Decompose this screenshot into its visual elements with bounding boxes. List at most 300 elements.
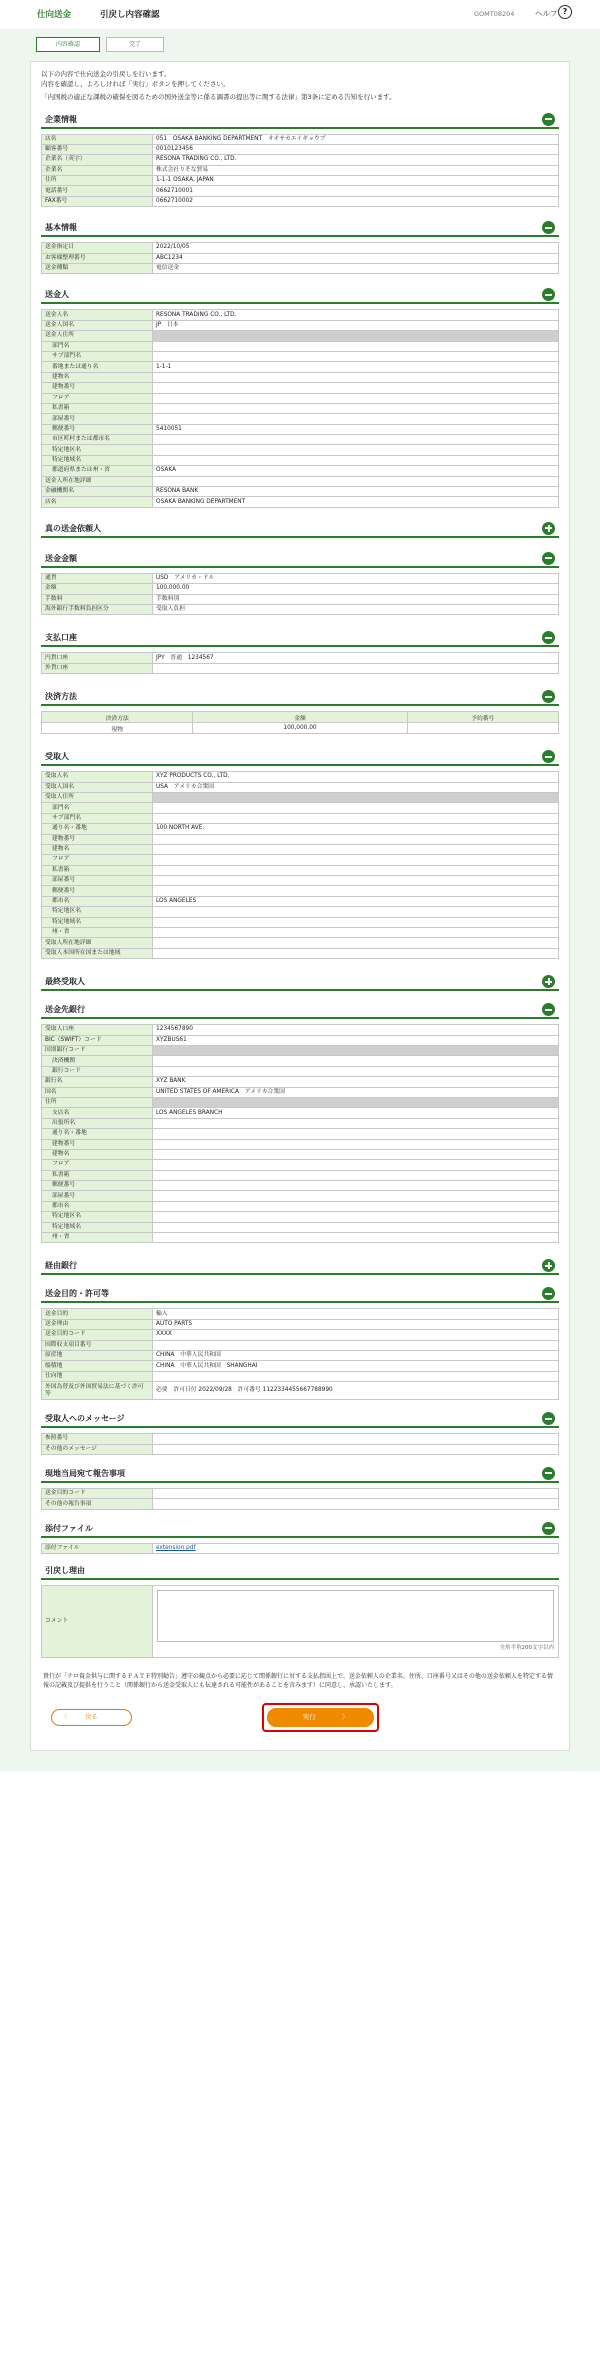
table-row xyxy=(42,383,559,393)
section-header[interactable] xyxy=(41,1410,559,1428)
field-value xyxy=(153,341,559,351)
field-value xyxy=(153,844,559,854)
table-row xyxy=(42,1361,559,1371)
button-row xyxy=(41,1700,559,1740)
field-value: RESONA BANK xyxy=(153,487,559,497)
section-report xyxy=(41,1465,559,1510)
step-indicator xyxy=(36,37,570,53)
attachment-link[interactable]: extension.pdf xyxy=(156,1544,196,1551)
field-value xyxy=(153,1045,559,1055)
screen-id: GOMT08204 xyxy=(474,10,515,18)
table-row xyxy=(42,243,559,253)
table-row xyxy=(42,1129,559,1139)
section-basic xyxy=(41,219,559,274)
field-label: 部屋番号 xyxy=(42,1191,153,1201)
table-row xyxy=(42,176,559,186)
field-label: 建物名 xyxy=(42,372,153,382)
field-value: OSAKA xyxy=(153,466,559,476)
field-label: フロア xyxy=(42,1160,153,1170)
field-label: 支店名 xyxy=(42,1108,153,1118)
collapse-icon[interactable] xyxy=(542,750,555,763)
field-label: FAX番号 xyxy=(42,196,153,206)
field-label: サブ部門名 xyxy=(42,813,153,823)
section-header[interactable] xyxy=(41,1001,559,1019)
field-label: 銀行コード xyxy=(42,1066,153,1076)
field-value: 100 NORTH AVE. xyxy=(153,824,559,834)
table-row xyxy=(42,1499,559,1509)
field-value: JPY 普通 1234567 xyxy=(153,653,559,663)
field-value xyxy=(153,792,559,802)
field-value: JP 日本 xyxy=(153,320,559,330)
table-row xyxy=(42,865,559,875)
table-row xyxy=(42,403,559,413)
field-label: 海外銀行手数料負担区分 xyxy=(42,605,153,615)
section-header[interactable] xyxy=(41,1520,559,1538)
comment-limit: 全角半角200文字以内 xyxy=(499,1645,554,1652)
section-header[interactable] xyxy=(41,550,559,568)
field-label: 私書箱 xyxy=(42,865,153,875)
table-row xyxy=(42,886,559,896)
expand-icon[interactable] xyxy=(542,1259,555,1272)
company-table xyxy=(41,134,559,208)
field-value: 1234567890 xyxy=(153,1025,559,1035)
intro-line: 以下の内容で仕向送金の引戻しを行います。 xyxy=(41,70,171,78)
field-label: 店名 xyxy=(42,497,153,507)
field-value xyxy=(153,1434,559,1444)
field-label: 原産地 xyxy=(42,1350,153,1360)
field-value: XYZ BANK xyxy=(153,1077,559,1087)
field-value xyxy=(153,813,559,823)
table-row xyxy=(42,155,559,165)
collapse-icon[interactable] xyxy=(542,221,555,234)
field-label: 送金目的コード xyxy=(42,1488,153,1498)
field-label: 企業名（英字） xyxy=(42,155,153,165)
field-value xyxy=(153,803,559,813)
table-row xyxy=(42,792,559,802)
intro-text xyxy=(41,70,559,103)
execute-button[interactable] xyxy=(267,1708,374,1727)
field-value xyxy=(153,403,559,413)
table-row xyxy=(42,165,559,175)
table-row xyxy=(42,264,559,274)
field-value xyxy=(153,1149,559,1159)
table-row xyxy=(42,414,559,424)
bank-table xyxy=(41,1024,559,1243)
field-label: 州・省 xyxy=(42,1233,153,1243)
field-value: 株式会社りそな貿易 xyxy=(153,165,559,175)
section-bank xyxy=(41,1001,559,1243)
field-value: LOS ANGELES BRANCH xyxy=(153,1108,559,1118)
table-row xyxy=(42,803,559,813)
expand-icon[interactable] xyxy=(542,522,555,535)
field-label: 決済機関 xyxy=(42,1056,153,1066)
field-value: LOS ANGELES xyxy=(153,896,559,906)
section-header[interactable] xyxy=(41,973,559,991)
column-header: 予約番号 xyxy=(407,712,558,723)
field-label: お客様整理番号 xyxy=(42,253,153,263)
section-header[interactable] xyxy=(41,748,559,766)
table-row xyxy=(42,445,559,455)
field-label: 建物番号 xyxy=(42,383,153,393)
table-row xyxy=(42,938,559,948)
field-value xyxy=(153,331,559,341)
help-icon[interactable]: ? xyxy=(558,5,572,19)
comment-textarea[interactable] xyxy=(157,1590,554,1642)
table-row xyxy=(42,1222,559,1232)
field-value: AUTO PARTS xyxy=(153,1319,559,1329)
field-value xyxy=(153,1201,559,1211)
field-label: 船積地 xyxy=(42,1361,153,1371)
field-label: 添付ファイル xyxy=(42,1543,153,1553)
section-intermediary xyxy=(41,1257,559,1275)
field-label: 外国為替及び外国貿易法に基づく許可等 xyxy=(42,1382,153,1400)
field-value: USA アメリカ合衆国 xyxy=(153,782,559,792)
field-value: 1-1-1 xyxy=(153,362,559,372)
field-label: 受取人所在地詳細 xyxy=(42,938,153,948)
field-label: 通り名・番地 xyxy=(42,1129,153,1139)
field-label: 企業名 xyxy=(42,165,153,175)
chevron-left-icon: 〈 xyxy=(61,1714,68,1722)
field-value xyxy=(153,1170,559,1180)
field-value xyxy=(153,1371,559,1381)
collapse-icon[interactable] xyxy=(542,1412,555,1425)
field-label: 金融機関名 xyxy=(42,487,153,497)
collapse-icon[interactable] xyxy=(542,1467,555,1480)
field-value: XYZ PRODUCTS CO., LTD. xyxy=(153,772,559,782)
field-label: 郵便番号 xyxy=(42,1181,153,1191)
field-value xyxy=(153,1066,559,1076)
section-reason xyxy=(41,1562,559,1658)
section-header[interactable] xyxy=(41,111,559,129)
top-bar xyxy=(0,0,600,29)
table-row xyxy=(42,1488,559,1498)
amount-table xyxy=(41,573,559,616)
table-row xyxy=(42,594,559,604)
field-value xyxy=(153,393,559,403)
field-label: 部門名 xyxy=(42,341,153,351)
section-title: 受取人 xyxy=(45,752,69,762)
table-row xyxy=(42,1181,559,1191)
field-label: 顧客番号 xyxy=(42,144,153,154)
table-row xyxy=(42,1025,559,1035)
field-label: 銀行名 xyxy=(42,1077,153,1087)
table-row xyxy=(42,1108,559,1118)
table-row xyxy=(42,1097,559,1107)
beneficiary-table xyxy=(41,771,559,959)
comment-label: コメント xyxy=(42,1586,153,1658)
field-label: 都市名 xyxy=(42,896,153,906)
field-label: フロア xyxy=(42,855,153,865)
field-label: 部屋番号 xyxy=(42,414,153,424)
field-value xyxy=(153,414,559,424)
section-header[interactable] xyxy=(41,1257,559,1275)
table-row xyxy=(42,196,559,206)
column-header: 決済方法 xyxy=(42,712,193,723)
field-label: 特定地区名 xyxy=(42,445,153,455)
field-label: 建物番号 xyxy=(42,834,153,844)
field-value xyxy=(153,1118,559,1128)
field-label: 部門名 xyxy=(42,803,153,813)
section-header[interactable] xyxy=(41,219,559,237)
field-label: サブ部門名 xyxy=(42,351,153,361)
field-value xyxy=(153,351,559,361)
collapse-icon[interactable] xyxy=(542,1522,555,1535)
field-value: 1-1-1 OSAKA, JAPAN xyxy=(153,176,559,186)
field-value: CHINA 中華人民共和国 SHANGHAI xyxy=(153,1361,559,1371)
collapse-icon[interactable] xyxy=(542,690,555,703)
table-row xyxy=(42,1319,559,1329)
field-value xyxy=(153,445,559,455)
field-value xyxy=(153,948,559,958)
table-row xyxy=(42,917,559,927)
table-row xyxy=(42,435,559,445)
section-message xyxy=(41,1410,559,1455)
field-value: OSAKA BANKING DEPARTMENT xyxy=(153,497,559,507)
message-table xyxy=(41,1433,559,1455)
field-value xyxy=(153,383,559,393)
sender-table xyxy=(41,309,559,507)
field-value: 2022/10/05 xyxy=(153,243,559,253)
table-row xyxy=(42,1309,559,1319)
step-confirm: 内容確認 xyxy=(36,37,100,52)
table-row xyxy=(42,487,559,497)
section-true-requester xyxy=(41,520,559,538)
section-header[interactable] xyxy=(41,629,559,647)
section-header[interactable] xyxy=(41,1285,559,1303)
field-value xyxy=(153,1181,559,1191)
table-row xyxy=(42,1350,559,1360)
field-label: 部屋番号 xyxy=(42,876,153,886)
field-label: 通り名・番地 xyxy=(42,824,153,834)
table-cell xyxy=(407,723,558,734)
table-row xyxy=(42,497,559,507)
field-label: フロア xyxy=(42,393,153,403)
table-row xyxy=(42,1191,559,1201)
section-title: 引戻し理由 xyxy=(45,1566,85,1576)
field-label: 市区町村または都市名 xyxy=(42,435,153,445)
field-label: 送金種類 xyxy=(42,264,153,274)
table-row xyxy=(42,341,559,351)
field-value xyxy=(153,1056,559,1066)
section-header[interactable] xyxy=(41,688,559,706)
field-value xyxy=(153,834,559,844)
section-title: 真の送金依頼人 xyxy=(45,523,101,533)
table-row xyxy=(42,393,559,403)
field-label: 郵便番号 xyxy=(42,424,153,434)
attachment-table xyxy=(41,1543,559,1554)
field-label: 特定地区名 xyxy=(42,1212,153,1222)
section-header[interactable] xyxy=(41,1465,559,1483)
field-label: 出張所名 xyxy=(42,1118,153,1128)
section-title: 送金金額 xyxy=(45,553,77,563)
field-label: 州・省 xyxy=(42,928,153,938)
table-row xyxy=(42,424,559,434)
step-complete: 完了 xyxy=(106,37,164,52)
table-row xyxy=(42,855,559,865)
field-label: 私書箱 xyxy=(42,403,153,413)
field-value xyxy=(153,917,559,927)
table-row xyxy=(42,584,559,594)
field-label: 送金人国名 xyxy=(42,320,153,330)
table-row xyxy=(42,1045,559,1055)
table-row xyxy=(42,1077,559,1087)
purpose-table xyxy=(41,1308,559,1400)
field-label: 送金人所在地詳細 xyxy=(42,476,153,486)
sections-container xyxy=(41,111,559,1659)
field-value: 5410051 xyxy=(153,424,559,434)
section-title: 送金人 xyxy=(45,290,69,300)
section-final-beneficiary xyxy=(41,973,559,991)
field-value: CHINA 中華人民共和国 xyxy=(153,1350,559,1360)
back-button[interactable] xyxy=(51,1709,132,1726)
field-label: 受取人口座 xyxy=(42,1025,153,1035)
field-value xyxy=(153,1543,559,1553)
field-label: 都市名 xyxy=(42,1201,153,1211)
field-label: 国名 xyxy=(42,1087,153,1097)
table-cell: 100,000.00 xyxy=(193,723,407,734)
section-header[interactable] xyxy=(41,1562,559,1580)
field-label: 建物名 xyxy=(42,844,153,854)
field-value: ABC1234 xyxy=(153,253,559,263)
field-value: RESONA TRADING CO., LTD. xyxy=(153,310,559,320)
execute-label: 実行 xyxy=(302,1713,316,1722)
table-row xyxy=(42,1233,559,1243)
table-row xyxy=(42,834,559,844)
field-value xyxy=(153,1097,559,1107)
help-link[interactable]: ヘルプ xyxy=(535,9,558,18)
section-title: 決済方法 xyxy=(45,692,77,702)
field-value xyxy=(153,886,559,896)
section-amount xyxy=(41,550,559,616)
field-value: UNITED STATES OF AMERICA アメリカ合衆国 xyxy=(153,1087,559,1097)
section-attachment xyxy=(41,1520,559,1554)
section-title: 経由銀行 xyxy=(45,1261,77,1271)
field-label: 国際収支項目番号 xyxy=(42,1340,153,1350)
field-label: 建物名 xyxy=(42,1149,153,1159)
field-value xyxy=(153,1499,559,1509)
table-row xyxy=(42,1139,559,1149)
intro-line: 「内国税の適正な課税の確保を図るための国外送金等に係る調書の提出等に関する法律」第3条に定める告知を行います。 xyxy=(41,93,396,101)
category-label: 仕向送金 xyxy=(37,10,72,20)
field-label: BIC（SWIFT）コード xyxy=(42,1035,153,1045)
expand-icon[interactable] xyxy=(542,975,555,988)
field-value: 電信送金 xyxy=(153,264,559,274)
field-label: 送金人住所 xyxy=(42,331,153,341)
section-title: 現地当局宛て報告事項 xyxy=(45,1468,125,1478)
field-label: 送金指定日 xyxy=(42,243,153,253)
table-row xyxy=(42,782,559,792)
field-value xyxy=(153,876,559,886)
section-title: 基本情報 xyxy=(45,223,77,233)
field-value xyxy=(153,1233,559,1243)
report-table xyxy=(41,1488,559,1510)
table-row xyxy=(42,476,559,486)
page-title: 引戻し内容確認 xyxy=(100,10,160,20)
field-value xyxy=(153,928,559,938)
content-card xyxy=(30,61,570,1751)
field-label: 都道府県または州・省 xyxy=(42,466,153,476)
table-row xyxy=(42,1382,559,1400)
section-company xyxy=(41,111,559,208)
field-label: 住所 xyxy=(42,176,153,186)
field-label: 国別銀行コード xyxy=(42,1045,153,1055)
field-value: USD アメリカ・ドル xyxy=(153,573,559,583)
table-row xyxy=(42,772,559,782)
collapse-icon[interactable] xyxy=(542,1287,555,1300)
back-label: 戻る xyxy=(85,1714,98,1722)
field-label: 外貨口座 xyxy=(42,663,153,673)
field-label: 金額 xyxy=(42,584,153,594)
field-value: 輸入 xyxy=(153,1309,559,1319)
table-row xyxy=(42,362,559,372)
section-header[interactable] xyxy=(41,286,559,304)
field-label: 手数料 xyxy=(42,594,153,604)
collapse-icon[interactable] xyxy=(542,552,555,565)
table-row xyxy=(42,1434,559,1444)
field-label: 仕向地 xyxy=(42,1371,153,1381)
section-title: 添付ファイル xyxy=(45,1523,93,1533)
comment-cell xyxy=(153,1586,559,1658)
table-row xyxy=(42,1118,559,1128)
field-value xyxy=(153,663,559,673)
collapse-icon[interactable] xyxy=(542,288,555,301)
intro-line: 内容を確認し、よろしければ「実行」ボタンを押してください。 xyxy=(41,79,230,88)
section-title: 支払口座 xyxy=(45,633,77,643)
table-row xyxy=(42,844,559,854)
collapse-icon[interactable] xyxy=(542,631,555,644)
settlement-table xyxy=(41,711,559,734)
column-header: 金額 xyxy=(193,712,407,723)
field-label: 特定地域名 xyxy=(42,917,153,927)
field-value: 手数料別 xyxy=(153,594,559,604)
field-label: 通貨 xyxy=(42,573,153,583)
fatf-notice: 貴行が「テロ資金供与に関するＦＡＴＦ特別勧告」遵守の観点から必要に応じて関係銀行に対する支払指図上で、送金依頼人の企業名、住所、口座番号又はその他の送金依頼人を特定する情報の記載及び提供を行うこと（関係銀行から送金受取人にも伝達される可能性があることを含みます）に同意し、承認いたします。 xyxy=(43,1673,553,1690)
field-value xyxy=(153,1139,559,1149)
field-value xyxy=(153,1191,559,1201)
section-title: 企業情報 xyxy=(45,114,77,124)
table-row xyxy=(42,1056,559,1066)
collapse-icon[interactable] xyxy=(542,1003,555,1016)
table-row xyxy=(42,573,559,583)
table-row xyxy=(42,1035,559,1045)
field-value: 100,000.00 xyxy=(153,584,559,594)
table-row xyxy=(42,1543,559,1553)
table-row xyxy=(42,653,559,663)
section-sender xyxy=(41,286,559,507)
field-value: 受取人負担 xyxy=(153,605,559,615)
table-cell: 現物 xyxy=(42,723,193,734)
table-row xyxy=(42,331,559,341)
table-row xyxy=(42,928,559,938)
table-row xyxy=(42,813,559,823)
section-title: 最終受取人 xyxy=(45,977,85,987)
field-label: 送金人名 xyxy=(42,310,153,320)
field-value: 051 OSAKA BANKING DEPARTMENT オオサカエイギョウブ xyxy=(153,134,559,144)
field-value xyxy=(153,865,559,875)
section-title: 送金目的・許可等 xyxy=(45,1289,109,1299)
field-value: XYZBUS61 xyxy=(153,1035,559,1045)
table-row xyxy=(42,455,559,465)
table-row xyxy=(42,1371,559,1381)
table-row xyxy=(42,1201,559,1211)
section-header[interactable] xyxy=(41,520,559,538)
field-value xyxy=(153,1212,559,1222)
field-label: 私書箱 xyxy=(42,1170,153,1180)
field-label: 特定地域名 xyxy=(42,455,153,465)
section-title: 受取人へのメッセージ xyxy=(45,1414,125,1424)
field-value xyxy=(153,1222,559,1232)
collapse-icon[interactable] xyxy=(542,113,555,126)
